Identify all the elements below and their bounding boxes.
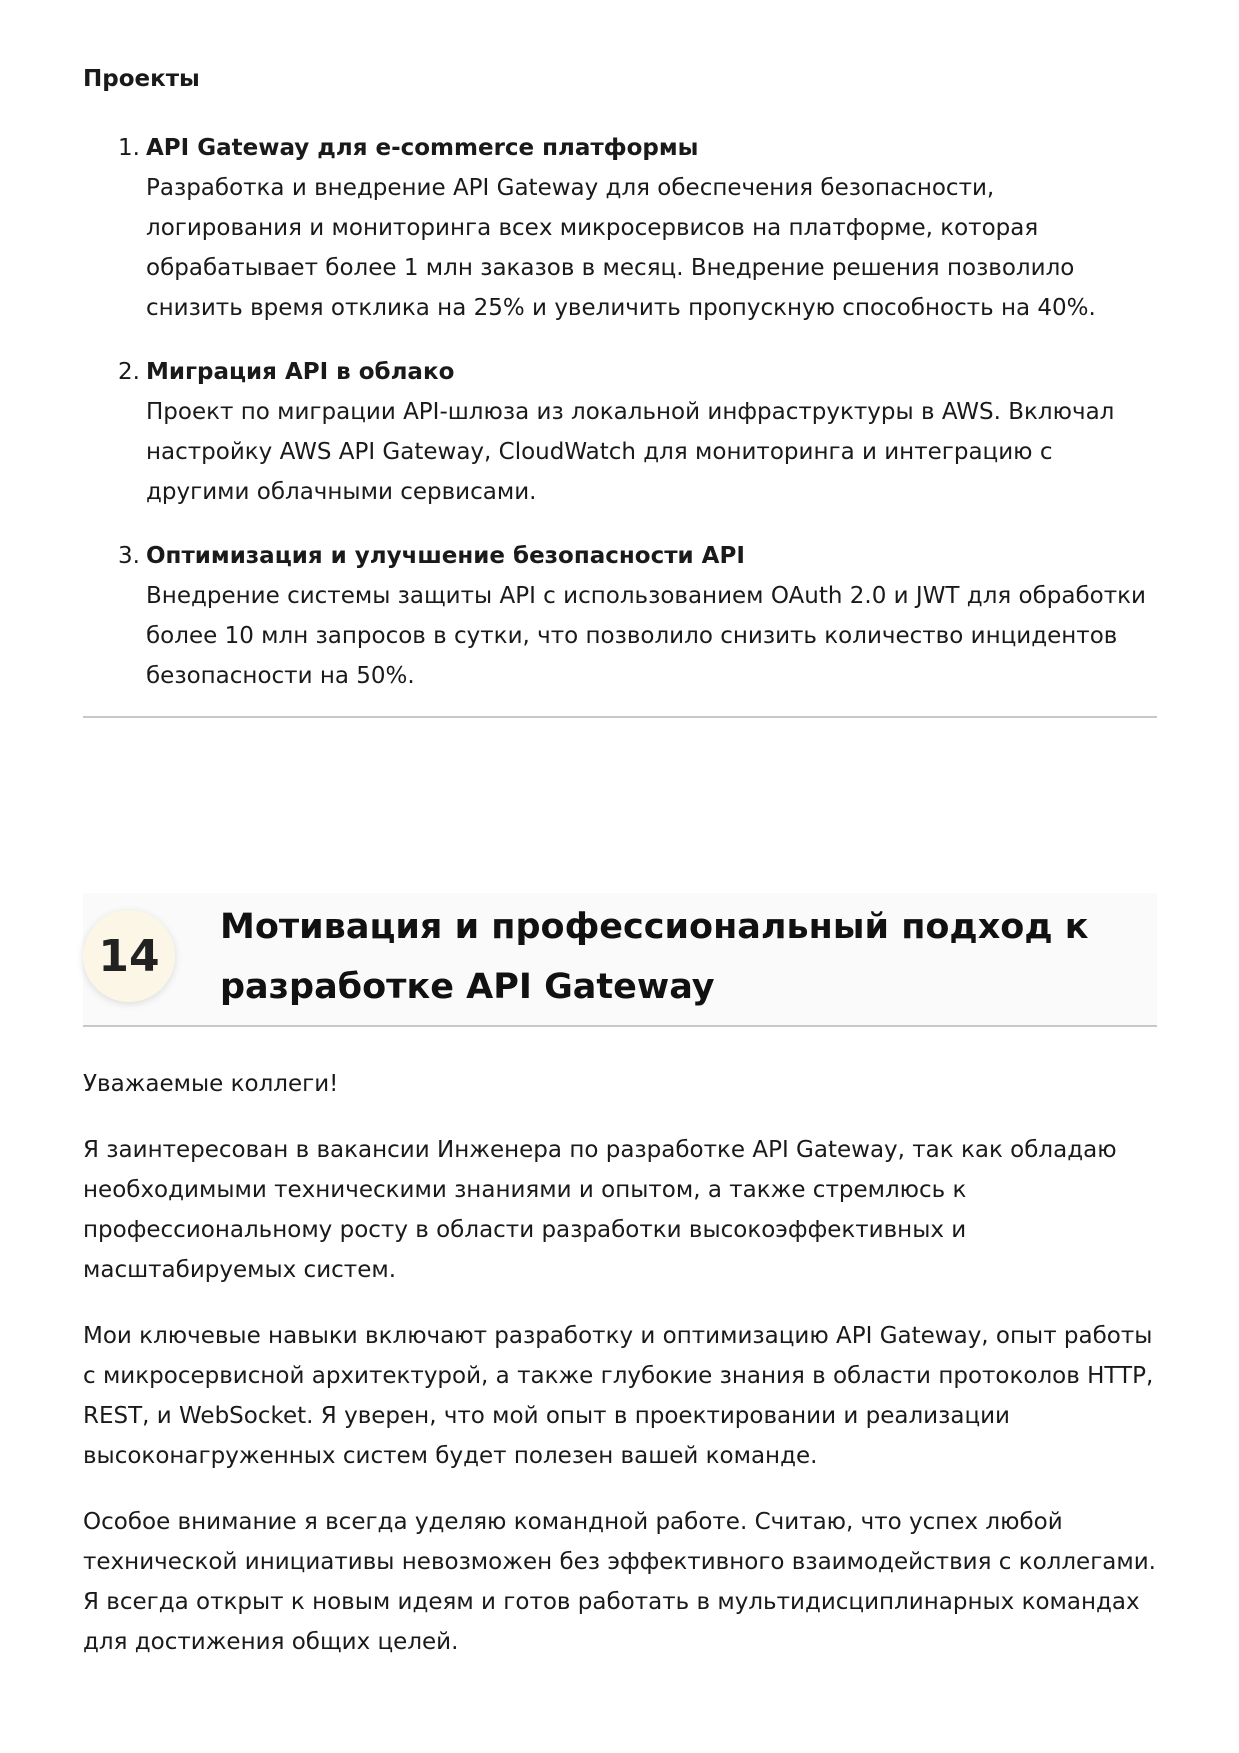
project-description: Внедрение системы защиты API с использованием OAuth 2.0 и JWT для обработки более 10 млн запросов в сутки, что позволило снизить количество инцидентов безопасности на 50%. — [146, 583, 1146, 689]
section-title: Мотивация и профессиональный подход к разработке API Gateway — [220, 907, 1089, 1007]
letter-paragraph: Я заинтересован в вакансии Инженера по разработке API Gateway, так как обладаю необходимыми техническими знаниями и опытом, а также стремлюсь к профессиональному росту в области разработки высокоэффективных и масштабируемых систем. — [83, 1137, 1117, 1283]
projects-heading: Проекты — [83, 66, 200, 92]
projects-list — [83, 128, 1157, 720]
project-title: API Gateway для e-commerce платформы — [146, 135, 699, 161]
project-item — [83, 128, 1157, 328]
cover-letter — [83, 1064, 1157, 1688]
project-description: Разработка и внедрение API Gateway для обеспечения безопасности, логирования и мониторинга всех микросервисов на платформе, которая обрабатывает более 1 млн заказов в месяц. Внедрение решения позволило снизить время отклика на 25% и увеличить пропускную способность на 40%. — [146, 175, 1096, 321]
letter-paragraph: Мои ключевые навыки включают разработку и оптимизацию API Gateway, опыт работы с микросервисной архитектурой, а также глубокие знания в области протоколов HTTP, REST, и WebSocket. Я уверен, что мой опыт в проектировании и реализации высоконагруженных систем будет полезен вашей команде. — [83, 1323, 1154, 1469]
project-description: Проект по миграции API-шлюза из локальной инфраструктуры в AWS. Включал настройку AWS API Gateway, CloudWatch для мониторинга и интеграцию с другими облачными сервисами. — [146, 399, 1115, 505]
section-divider — [83, 716, 1157, 718]
letter-paragraph: Особое внимание я всегда уделяю командной работе. Считаю, что успех любой технической инициативы невозможен без эффективного взаимодействия с коллегами. Я всегда открыт к новым идеям и готов работать в мультидисциплинарных командах для достижения общих целей. — [83, 1509, 1156, 1655]
project-number: 2. — [118, 359, 140, 385]
project-title: Миграция API в облако — [146, 359, 455, 385]
letter-greeting: Уважаемые коллеги! — [83, 1071, 339, 1097]
project-item — [83, 536, 1157, 696]
project-title: Оптимизация и улучшение безопасности API — [146, 543, 745, 569]
project-number: 3. — [118, 543, 140, 569]
section-header — [83, 893, 1157, 1027]
project-number: 1. — [118, 135, 140, 161]
section-number-badge: 14 — [83, 910, 175, 1002]
project-item — [83, 352, 1157, 512]
